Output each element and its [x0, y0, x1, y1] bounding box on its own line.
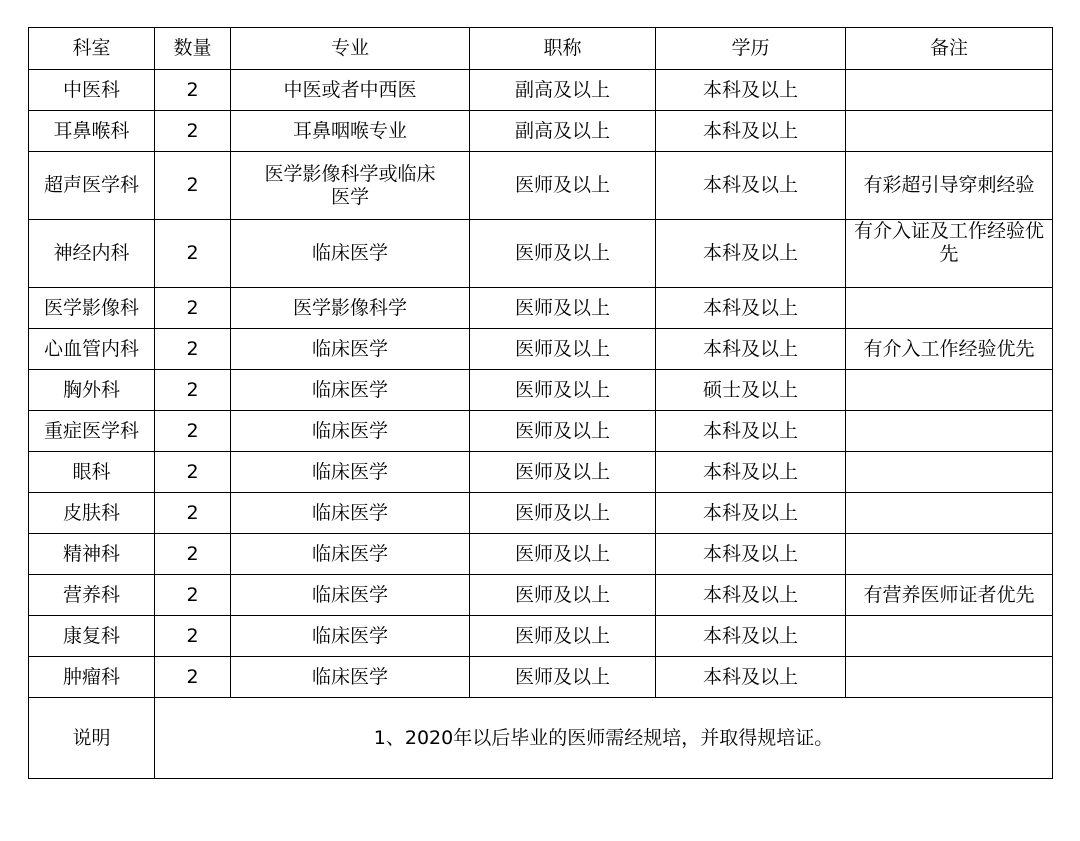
cell-title: 医师及以上 [470, 288, 656, 329]
table-row [29, 493, 1053, 534]
cell-quantity: 2 [155, 411, 231, 452]
cell-department: 精神科 [29, 534, 155, 575]
cell-major: 临床医学 [231, 329, 470, 370]
cell-quantity: 2 [155, 616, 231, 657]
cell-remarks [846, 616, 1053, 657]
table-row [29, 616, 1053, 657]
table-row [29, 411, 1053, 452]
cell-education: 本科及以上 [656, 111, 846, 152]
header-title: 职称 [470, 28, 656, 70]
cell-education: 本科及以上 [656, 534, 846, 575]
cell-quantity: 2 [155, 575, 231, 616]
header-major: 专业 [231, 28, 470, 70]
cell-major: 临床医学 [231, 616, 470, 657]
cell-quantity: 2 [155, 493, 231, 534]
cell-education: 本科及以上 [656, 288, 846, 329]
cell-quantity: 2 [155, 657, 231, 698]
cell-major: 临床医学 [231, 534, 470, 575]
cell-major: 临床医学 [231, 575, 470, 616]
cell-title: 医师及以上 [470, 452, 656, 493]
cell-department: 康复科 [29, 616, 155, 657]
table-row [29, 370, 1053, 411]
cell-major: 临床医学 [231, 411, 470, 452]
cell-education: 本科及以上 [656, 452, 846, 493]
table-row [29, 288, 1053, 329]
cell-education: 硕士及以上 [656, 370, 846, 411]
cell-remarks [846, 111, 1053, 152]
cell-title: 医师及以上 [470, 329, 656, 370]
cell-remarks: 有营养医师证者优先 [846, 575, 1053, 616]
header-row [29, 28, 1053, 70]
table-row [29, 575, 1053, 616]
cell-remarks [846, 657, 1053, 698]
cell-department: 神经内科 [29, 220, 155, 288]
cell-quantity: 2 [155, 111, 231, 152]
cell-major: 医学影像科学或临床医学 [231, 152, 470, 220]
cell-quantity: 2 [155, 534, 231, 575]
table-row [29, 452, 1053, 493]
cell-title: 医师及以上 [470, 411, 656, 452]
cell-department: 耳鼻喉科 [29, 111, 155, 152]
table-row [29, 329, 1053, 370]
header-education: 学历 [656, 28, 846, 70]
cell-major: 医学影像科学 [231, 288, 470, 329]
cell-title: 医师及以上 [470, 152, 656, 220]
cell-quantity: 2 [155, 220, 231, 288]
table-row [29, 657, 1053, 698]
cell-education: 本科及以上 [656, 411, 846, 452]
cell-department: 眼科 [29, 452, 155, 493]
cell-title: 医师及以上 [470, 370, 656, 411]
cell-remarks [846, 370, 1053, 411]
cell-department: 超声医学科 [29, 152, 155, 220]
cell-remarks [846, 288, 1053, 329]
cell-remarks: 有介入工作经验优先 [846, 329, 1053, 370]
cell-quantity: 2 [155, 152, 231, 220]
cell-title: 医师及以上 [470, 534, 656, 575]
cell-remarks [846, 411, 1053, 452]
cell-education: 本科及以上 [656, 575, 846, 616]
table-row [29, 111, 1053, 152]
cell-department: 营养科 [29, 575, 155, 616]
cell-department: 心血管内科 [29, 329, 155, 370]
cell-title: 医师及以上 [470, 493, 656, 534]
cell-education: 本科及以上 [656, 220, 846, 288]
cell-quantity: 2 [155, 329, 231, 370]
cell-major: 临床医学 [231, 493, 470, 534]
cell-title: 医师及以上 [470, 657, 656, 698]
cell-remarks [846, 452, 1053, 493]
cell-department: 肿瘤科 [29, 657, 155, 698]
cell-department: 胸外科 [29, 370, 155, 411]
cell-quantity: 2 [155, 288, 231, 329]
table-row [29, 152, 1053, 220]
cell-remarks: 有介入证及工作经验优先 [846, 220, 1053, 288]
cell-title: 副高及以上 [470, 70, 656, 111]
cell-quantity: 2 [155, 70, 231, 111]
cell-major: 临床医学 [231, 220, 470, 288]
footer-note-row [29, 698, 1053, 779]
cell-quantity: 2 [155, 452, 231, 493]
cell-remarks [846, 493, 1053, 534]
cell-department: 重症医学科 [29, 411, 155, 452]
cell-major: 临床医学 [231, 657, 470, 698]
table-row [29, 220, 1053, 288]
table-row [29, 70, 1053, 111]
cell-major: 临床医学 [231, 370, 470, 411]
footer-note: 1、2020年以后毕业的医师需经规培，并取得规培证。 [155, 698, 1053, 779]
cell-remarks: 有彩超引导穿刺经验 [846, 152, 1053, 220]
table-row [29, 534, 1053, 575]
header-quantity: 数量 [155, 28, 231, 70]
cell-remarks [846, 70, 1053, 111]
cell-department: 皮肤科 [29, 493, 155, 534]
cell-education: 本科及以上 [656, 152, 846, 220]
cell-department: 医学影像科 [29, 288, 155, 329]
cell-quantity: 2 [155, 370, 231, 411]
cell-education: 本科及以上 [656, 657, 846, 698]
footer-label: 说明 [29, 698, 155, 779]
cell-title: 医师及以上 [470, 220, 656, 288]
cell-education: 本科及以上 [656, 70, 846, 111]
cell-title: 医师及以上 [470, 575, 656, 616]
header-department: 科室 [29, 28, 155, 70]
header-remarks: 备注 [846, 28, 1053, 70]
recruitment-table [28, 27, 1053, 779]
cell-department: 中医科 [29, 70, 155, 111]
cell-title: 副高及以上 [470, 111, 656, 152]
cell-education: 本科及以上 [656, 616, 846, 657]
cell-major: 耳鼻咽喉专业 [231, 111, 470, 152]
cell-major: 中医或者中西医 [231, 70, 470, 111]
cell-education: 本科及以上 [656, 329, 846, 370]
cell-major: 临床医学 [231, 452, 470, 493]
cell-remarks [846, 534, 1053, 575]
cell-education: 本科及以上 [656, 493, 846, 534]
cell-title: 医师及以上 [470, 616, 656, 657]
